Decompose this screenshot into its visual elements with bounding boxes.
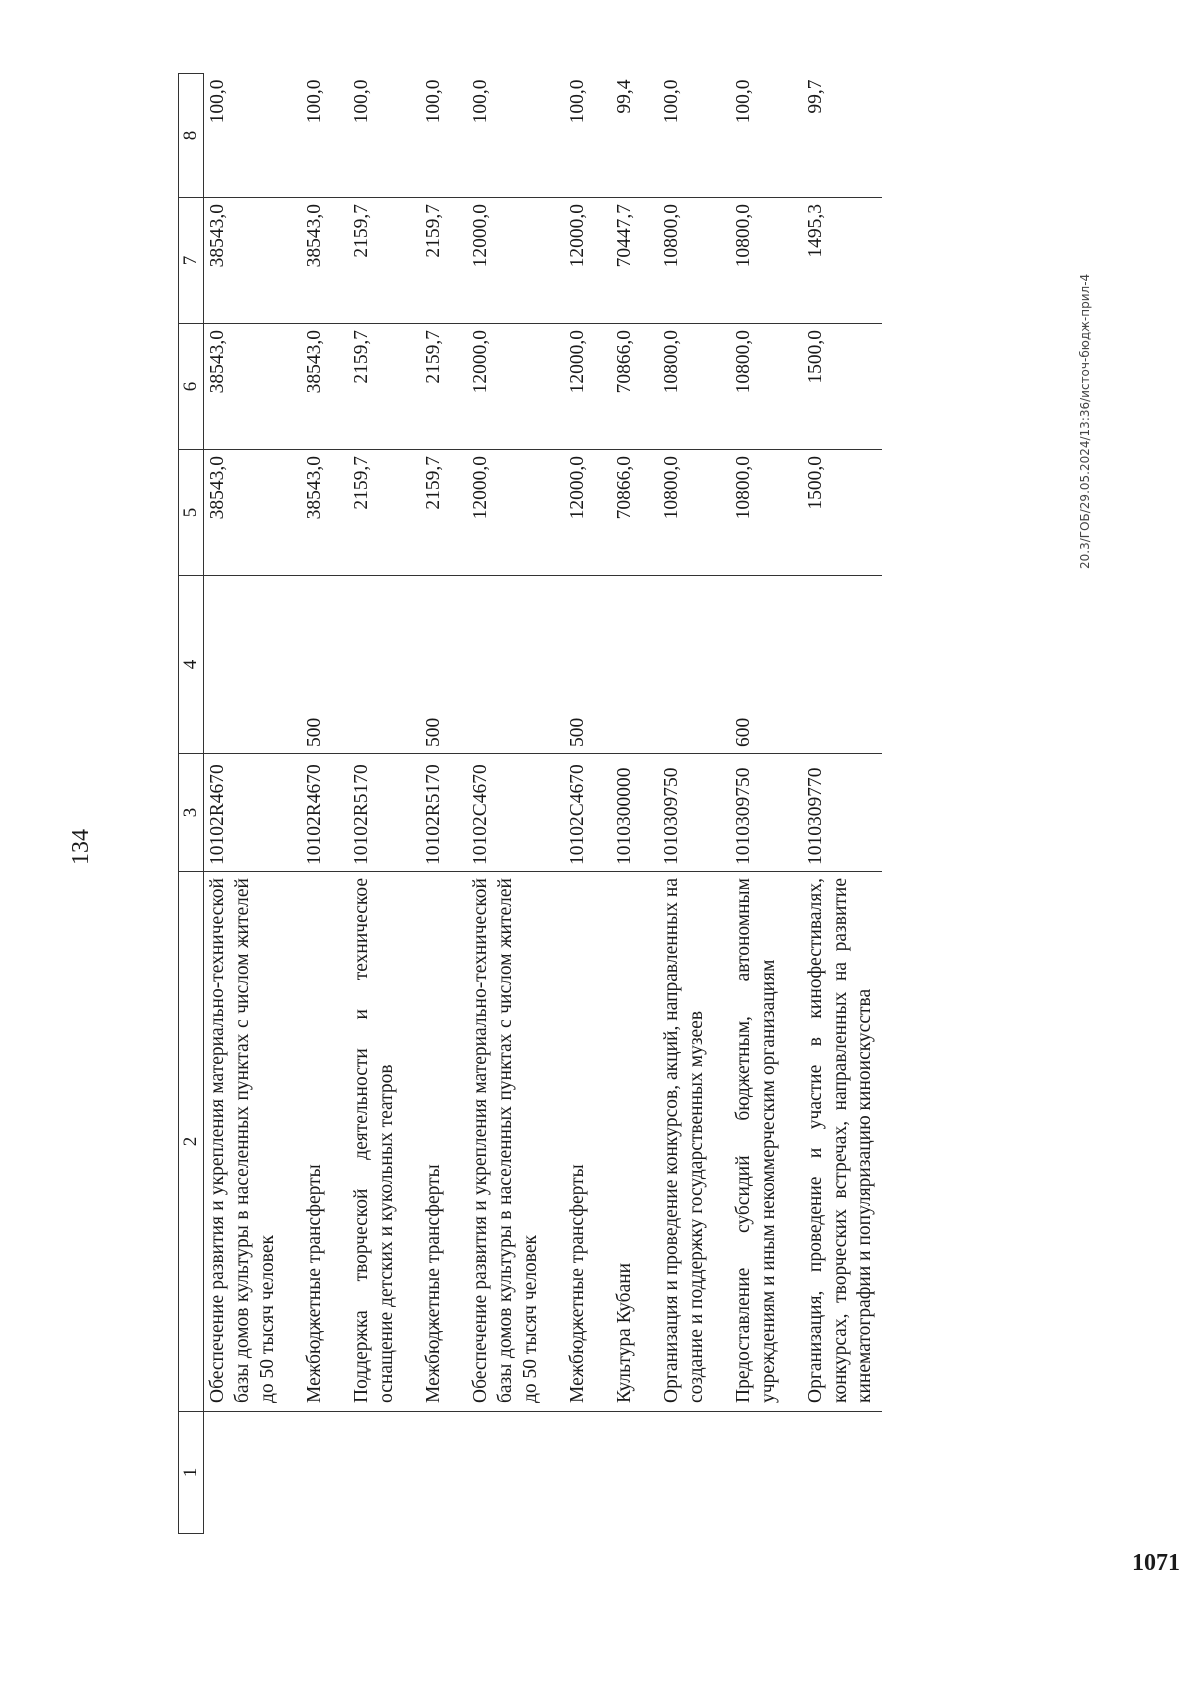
target-code: 1010309750 [658, 754, 730, 872]
value-col-6: 38543,0 [204, 324, 301, 450]
expense-kind: 600 [730, 576, 802, 754]
row-number-cell [301, 1412, 348, 1534]
row-number-cell [730, 1412, 802, 1534]
value-col-7: 12000,0 [467, 198, 564, 324]
target-code: 10102R5170 [348, 754, 420, 872]
target-code: 10102R4670 [204, 754, 301, 872]
expense-kind [611, 576, 658, 754]
column-header-4: 4 [179, 576, 204, 754]
page-number: 134 [68, 829, 94, 865]
value-col-8: 99,4 [611, 74, 658, 198]
target-code: 10102C4670 [564, 754, 611, 872]
item-name: Предоставление субсидий бюджетным, автономным учреждениям и иным некоммерческим организациям [730, 872, 802, 1412]
value-col-7: 10800,0 [730, 198, 802, 324]
value-col-8: 100,0 [348, 74, 420, 198]
value-col-5: 38543,0 [204, 450, 301, 576]
item-name: Культура Кубани [611, 872, 658, 1412]
item-name: Межбюджетные трансферты [301, 872, 348, 1412]
item-name: Обеспечение развития и укрепления материально-технической базы домов культуры в населенных пунктах с числом жителей до 50 тысяч человек [204, 872, 301, 1412]
expense-kind [658, 576, 730, 754]
sheet-number: 1071 [1132, 1550, 1180, 1576]
value-col-5: 12000,0 [564, 450, 611, 576]
table-row [204, 74, 301, 1534]
value-col-8: 99,7 [802, 74, 883, 198]
row-number-cell [467, 1412, 564, 1534]
column-header-7: 7 [179, 198, 204, 324]
value-col-6: 12000,0 [467, 324, 564, 450]
value-col-8: 100,0 [730, 74, 802, 198]
value-col-6: 10800,0 [658, 324, 730, 450]
value-col-6: 38543,0 [301, 324, 348, 450]
header-row [179, 74, 204, 1534]
expense-kind: 500 [301, 576, 348, 754]
item-name: Поддержка творческой деятельности и техническое оснащение детских и кукольных театров [348, 872, 420, 1412]
item-name: Организация, проведение и участие в кинофестивалях, конкурсах, творческих встречах, направленных на развитие кинематографии и популяризацию киноискусства [802, 872, 883, 1412]
target-code: 1010309750 [730, 754, 802, 872]
table-row [730, 74, 802, 1534]
table-row [467, 74, 564, 1534]
table-row [658, 74, 730, 1534]
expense-kind [204, 576, 301, 754]
value-col-5: 10800,0 [730, 450, 802, 576]
target-code: 10102R4670 [301, 754, 348, 872]
value-col-6: 70866,0 [611, 324, 658, 450]
value-col-5: 12000,0 [467, 450, 564, 576]
value-col-7: 70447,7 [611, 198, 658, 324]
budget-table-container [178, 74, 882, 1534]
budget-table [178, 73, 882, 1534]
expense-kind [467, 576, 564, 754]
document-stamp: 20.3/ГОБ/29.05.2024/13:36/источ-бюдж-прил-4 [1078, 273, 1092, 569]
table-row [802, 74, 883, 1534]
value-col-5: 2159,7 [348, 450, 420, 576]
value-col-6: 12000,0 [564, 324, 611, 450]
value-col-5: 2159,7 [420, 450, 467, 576]
expense-kind: 500 [564, 576, 611, 754]
value-col-6: 1500,0 [802, 324, 883, 450]
value-col-7: 2159,7 [420, 198, 467, 324]
target-code: 1010300000 [611, 754, 658, 872]
value-col-8: 100,0 [564, 74, 611, 198]
item-name: Обеспечение развития и укрепления материально-технической базы домов культуры в населенных пунктах с числом жителей до 50 тысяч человек [467, 872, 564, 1412]
value-col-5: 10800,0 [658, 450, 730, 576]
value-col-7: 12000,0 [564, 198, 611, 324]
value-col-6: 2159,7 [420, 324, 467, 450]
table-row [564, 74, 611, 1534]
row-number-cell [204, 1412, 301, 1534]
expense-kind: 500 [420, 576, 467, 754]
item-name: Межбюджетные трансферты [420, 872, 467, 1412]
value-col-5: 38543,0 [301, 450, 348, 576]
table-row [348, 74, 420, 1534]
value-col-8: 100,0 [420, 74, 467, 198]
target-code: 10102C4670 [467, 754, 564, 872]
table-row [301, 74, 348, 1534]
value-col-7: 1495,3 [802, 198, 883, 324]
target-code: 1010309770 [802, 754, 883, 872]
value-col-8: 100,0 [658, 74, 730, 198]
row-number-cell [611, 1412, 658, 1534]
column-header-5: 5 [179, 450, 204, 576]
value-col-7: 2159,7 [348, 198, 420, 324]
row-number-cell [802, 1412, 883, 1534]
row-number-cell [420, 1412, 467, 1534]
item-name: Межбюджетные трансферты [564, 872, 611, 1412]
value-col-8: 100,0 [467, 74, 564, 198]
value-col-7: 10800,0 [658, 198, 730, 324]
column-header-8: 8 [179, 74, 204, 198]
column-header-6: 6 [179, 324, 204, 450]
item-name: Организация и проведение конкурсов, акций, направленных на создание и поддержку государственных музеев [658, 872, 730, 1412]
value-col-5: 1500,0 [802, 450, 883, 576]
value-col-7: 38543,0 [301, 198, 348, 324]
value-col-5: 70866,0 [611, 450, 658, 576]
value-col-8: 100,0 [301, 74, 348, 198]
expense-kind [802, 576, 883, 754]
column-header-2: 2 [179, 872, 204, 1412]
value-col-6: 10800,0 [730, 324, 802, 450]
table-row [611, 74, 658, 1534]
column-header-1: 1 [179, 1412, 204, 1534]
value-col-6: 2159,7 [348, 324, 420, 450]
row-number-cell [564, 1412, 611, 1534]
target-code: 10102R5170 [420, 754, 467, 872]
table-row [420, 74, 467, 1534]
row-number-cell [658, 1412, 730, 1534]
column-header-3: 3 [179, 754, 204, 872]
value-col-7: 38543,0 [204, 198, 301, 324]
expense-kind [348, 576, 420, 754]
value-col-8: 100,0 [204, 74, 301, 198]
row-number-cell [348, 1412, 420, 1534]
